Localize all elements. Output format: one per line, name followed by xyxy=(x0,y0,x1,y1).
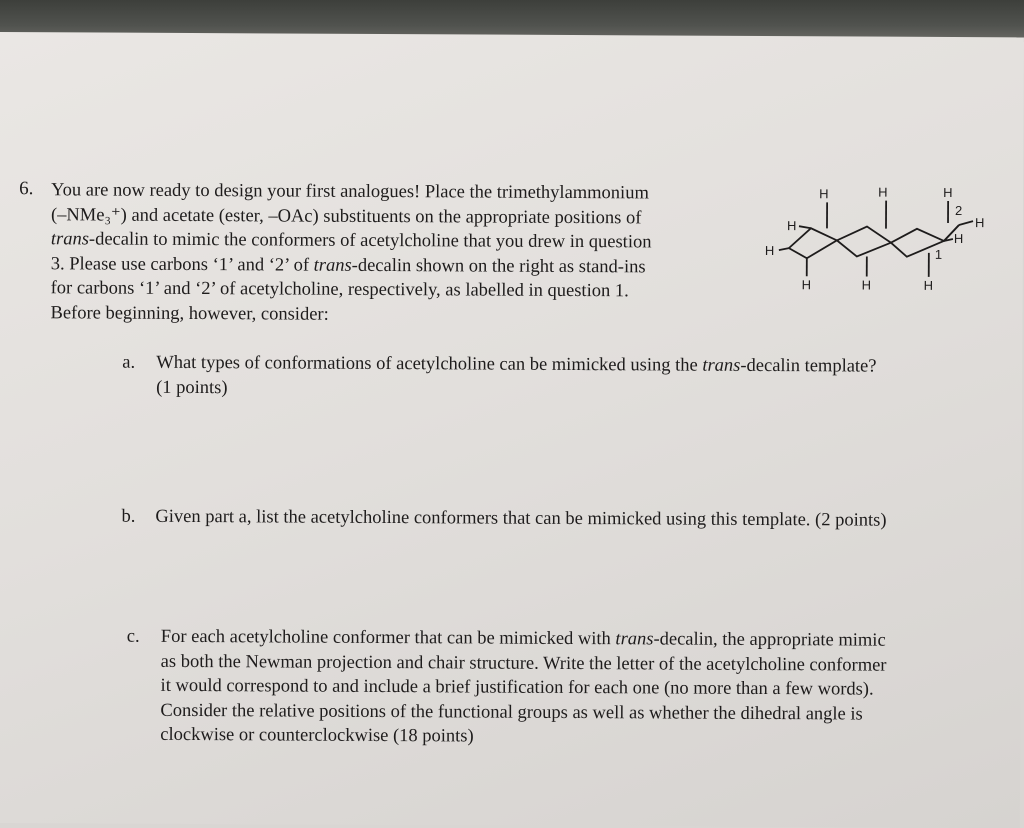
carbon-1-label: 1 xyxy=(935,247,942,262)
question-number: 6. xyxy=(19,178,33,200)
hydrogen-label: H xyxy=(975,215,984,230)
hydrogen-label: H xyxy=(765,243,774,258)
prompt-line: (–NMe₃⁺) and acetate (ester, –OAc) substituents on the appropriate positions of xyxy=(51,203,763,231)
hydrogen-label: H xyxy=(819,186,828,201)
italic-term: trans xyxy=(314,255,352,275)
part-b xyxy=(155,505,1015,534)
prompt-line xyxy=(51,227,763,255)
hydrogen-label: H xyxy=(954,231,963,246)
prompt-fragment: -decalin shown on the right as stand-ins xyxy=(352,255,646,277)
italic-term: trans xyxy=(702,356,740,376)
hydrogen-label: H xyxy=(787,218,796,233)
carbon-2-label: 2 xyxy=(955,203,962,218)
prompt-fragment: -decalin to mimic the conformers of acetylcholine that you drew in question xyxy=(89,229,652,252)
italic-term: trans xyxy=(51,229,89,249)
equatorial-bond xyxy=(779,248,789,250)
question-prompt xyxy=(50,178,763,329)
hydrogen-label: H xyxy=(862,278,871,293)
part-fragment: What types of conformations of acetylcholine can be mimicked using the xyxy=(156,353,702,376)
part-letter: a. xyxy=(122,351,135,376)
part-fragment: For each acetylcholine conformer that can be mimicked with xyxy=(161,627,616,649)
part-line: clockwise or counterclockwise (18 points) xyxy=(160,723,1010,752)
part-fragment: -decalin template? xyxy=(740,356,876,377)
ring-bond-lower xyxy=(789,240,944,259)
hydrogen-label: H xyxy=(878,185,887,200)
hydrogen-label: H xyxy=(802,277,811,292)
part-line: as both the Newman projection and chair structure. Write the letter of the acetylcholine conformer xyxy=(161,649,1011,678)
italic-term: trans xyxy=(615,629,653,649)
prompt-line: You are now ready to design your first analogues! Place the trimethylammonium xyxy=(51,178,763,206)
equatorial-bond xyxy=(959,221,973,225)
part-letter: c. xyxy=(127,625,140,650)
trans-decalin-structure xyxy=(759,176,1000,297)
part-c xyxy=(160,625,1011,752)
prompt-line: for carbons ‘1’ and ‘2’ of acetylcholine, respectively, as labelled in question 1. xyxy=(51,276,763,304)
part-line: Given part a, list the acetylcholine conformers that can be mimicked using this template. (2 points) xyxy=(155,505,1015,534)
hydrogen-label: H xyxy=(924,278,933,293)
part-a xyxy=(156,351,1016,405)
equatorial-bond xyxy=(799,226,811,228)
hydrogen-label: H xyxy=(943,185,952,200)
part-letter: b. xyxy=(121,505,135,530)
worksheet-page xyxy=(0,32,1024,828)
part-line: it would correspond to and include a brief justification for each one (no more than a few words). xyxy=(161,674,1011,703)
part-line xyxy=(156,351,1016,380)
part-line: (1 points) xyxy=(156,375,1016,404)
part-line xyxy=(161,625,1011,654)
prompt-line xyxy=(51,252,763,280)
part-line: Consider the relative positions of the functional groups as well as whether the dihedral angle is xyxy=(160,698,1010,727)
part-fragment: -decalin, the appropriate mimic xyxy=(653,629,885,650)
prompt-line: Before beginning, however, consider: xyxy=(50,301,762,329)
prompt-fragment: 3. Please use carbons ‘1’ and ‘2’ of xyxy=(51,254,314,275)
